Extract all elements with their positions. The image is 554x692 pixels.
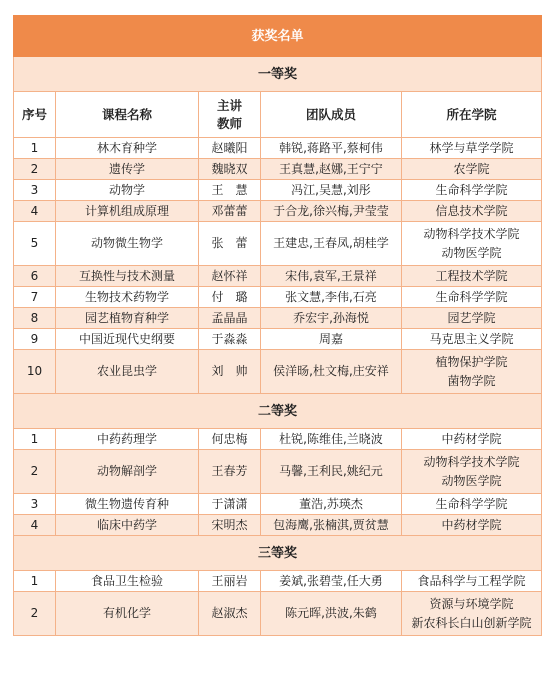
table-row [14,515,542,536]
row-teacher: 赵怀祥 [199,266,261,287]
row-no: 4 [14,201,56,222]
college-line: 动物医学院 [441,245,502,260]
row-teacher: 于潇潇 [199,494,261,515]
college-line: 林学与草学学院 [429,140,514,155]
row-college [402,222,542,266]
row-course: 中药药理学 [56,429,199,450]
row-team: 于合龙,徐兴梅,尹莹莹 [261,201,402,222]
row-no: 8 [14,308,56,329]
college-line: 工程技术学院 [435,268,508,283]
row-course: 微生物遗传育种 [56,494,199,515]
header-teacher-line: 教师 [216,115,242,131]
row-team: 包海鹰,张楠淇,贾贫慧 [261,515,402,536]
row-course: 食品卫生检验 [56,571,199,592]
header-row [14,92,542,138]
table-row [14,494,542,515]
college-line: 农学院 [453,161,490,176]
table-row [14,266,542,287]
row-team: 周嘉 [261,329,402,350]
row-no: 2 [14,159,56,180]
row-team: 董浩,苏瑛杰 [261,494,402,515]
header-college: 所在学院 [402,92,542,138]
row-teacher: 魏晓双 [199,159,261,180]
row-college [402,429,542,450]
table-row [14,287,542,308]
table-row [14,429,542,450]
row-team: 马馨,王利民,姚纪元 [261,450,402,494]
row-no: 6 [14,266,56,287]
header-no: 序号 [14,92,56,138]
college-line: 生命科学学院 [435,496,508,511]
row-college [402,571,542,592]
row-college [402,159,542,180]
row-no: 1 [14,429,56,450]
table-row [14,329,542,350]
row-teacher: 刘 帅 [199,350,261,394]
row-no: 3 [14,494,56,515]
row-teacher: 于淼淼 [199,329,261,350]
row-no: 5 [14,222,56,266]
table-row [14,159,542,180]
row-team: 冯江,吴慧,刘彤 [261,180,402,201]
row-college [402,350,542,394]
row-course: 动物解剖学 [56,450,199,494]
college-line: 生命科学学院 [435,182,508,197]
row-course: 有机化学 [56,592,199,636]
college-line: 动物医学院 [441,473,502,488]
row-college [402,494,542,515]
row-teacher: 王 慧 [199,180,261,201]
row-course: 中国近现代史纲要 [56,329,199,350]
college-line: 中药材学院 [441,431,502,446]
row-no: 4 [14,515,56,536]
row-course: 生物技术药物学 [56,287,199,308]
row-teacher: 付 璐 [199,287,261,308]
row-course: 农业昆虫学 [56,350,199,394]
row-college [402,450,542,494]
row-college [402,515,542,536]
row-teacher: 孟晶晶 [199,308,261,329]
row-team: 杜锐,陈维佳,兰晓波 [261,429,402,450]
row-no: 10 [14,350,56,394]
row-teacher: 邓蕾蕾 [199,201,261,222]
row-no: 9 [14,329,56,350]
row-course: 动物微生物学 [56,222,199,266]
row-team: 姜斌,张碧莹,任大勇 [261,571,402,592]
row-teacher: 王丽岩 [199,571,261,592]
row-teacher: 张 蕾 [199,222,261,266]
table-row [14,592,542,636]
row-teacher: 何忠梅 [199,429,261,450]
row-team: 乔宏宇,孙海悦 [261,308,402,329]
college-line: 植物保护学院 [435,354,508,369]
table-row [14,350,542,394]
header-team: 团队成员 [261,92,402,138]
row-no: 1 [14,571,56,592]
college-line: 菌物学院 [447,373,496,388]
college-line: 生命科学学院 [435,289,508,304]
row-college [402,329,542,350]
college-line: 中药材学院 [441,517,502,532]
row-course: 临床中药学 [56,515,199,536]
college-line: 园艺学院 [447,310,496,325]
row-course: 动物学 [56,180,199,201]
row-teacher: 王春芳 [199,450,261,494]
section-title: 三等奖 [14,536,542,571]
college-line: 马克思主义学院 [429,331,514,346]
table-row [14,180,542,201]
title-row [14,16,542,57]
row-course: 遗传学 [56,159,199,180]
row-team: 张文慧,李伟,石亮 [261,287,402,308]
college-line: 动物科学技术学院 [423,454,520,469]
section-row [14,536,542,571]
table-row [14,138,542,159]
table-row [14,450,542,494]
row-team: 宋伟,袁军,王景祥 [261,266,402,287]
row-no: 3 [14,180,56,201]
row-no: 7 [14,287,56,308]
college-line: 信息技术学院 [435,203,508,218]
college-line: 动物科学技术学院 [423,226,520,241]
row-no: 1 [14,138,56,159]
row-college [402,180,542,201]
row-course: 计算机组成原理 [56,201,199,222]
section-title: 一等奖 [14,57,542,92]
row-teacher: 宋明杰 [199,515,261,536]
row-team: 侯洋旸,杜文梅,庄安祥 [261,350,402,394]
section-row [14,57,542,92]
row-college [402,287,542,308]
header-teacher-line: 主讲 [216,97,242,113]
header-teacher [199,92,261,138]
college-line: 新农科长白山创新学院 [411,615,532,630]
college-line: 食品科学与工程学院 [417,573,526,588]
row-team: 陈元晖,洪波,朱鹤 [261,592,402,636]
award-list [13,15,541,636]
row-college [402,308,542,329]
row-course: 互换性与技术测量 [56,266,199,287]
table-row [14,571,542,592]
row-no: 2 [14,592,56,636]
row-college [402,592,542,636]
row-team: 王真慧,赵娜,王宁宁 [261,159,402,180]
page-title: 获奖名单 [14,16,542,57]
row-college [402,266,542,287]
college-line: 资源与环境学院 [429,596,514,611]
table-row [14,308,542,329]
section-title: 二等奖 [14,394,542,429]
award-table [13,15,542,636]
header-course: 课程名称 [56,92,199,138]
row-teacher: 赵淑杰 [199,592,261,636]
table-row [14,201,542,222]
row-teacher: 赵曦阳 [199,138,261,159]
row-team: 韩锐,蒋路平,蔡柯伟 [261,138,402,159]
row-course: 园艺植物育种学 [56,308,199,329]
section-row [14,394,542,429]
table-row [14,222,542,266]
row-college [402,138,542,159]
row-college [402,201,542,222]
row-team: 王建忠,王春凤,胡桂学 [261,222,402,266]
row-no: 2 [14,450,56,494]
row-course: 林木育种学 [56,138,199,159]
